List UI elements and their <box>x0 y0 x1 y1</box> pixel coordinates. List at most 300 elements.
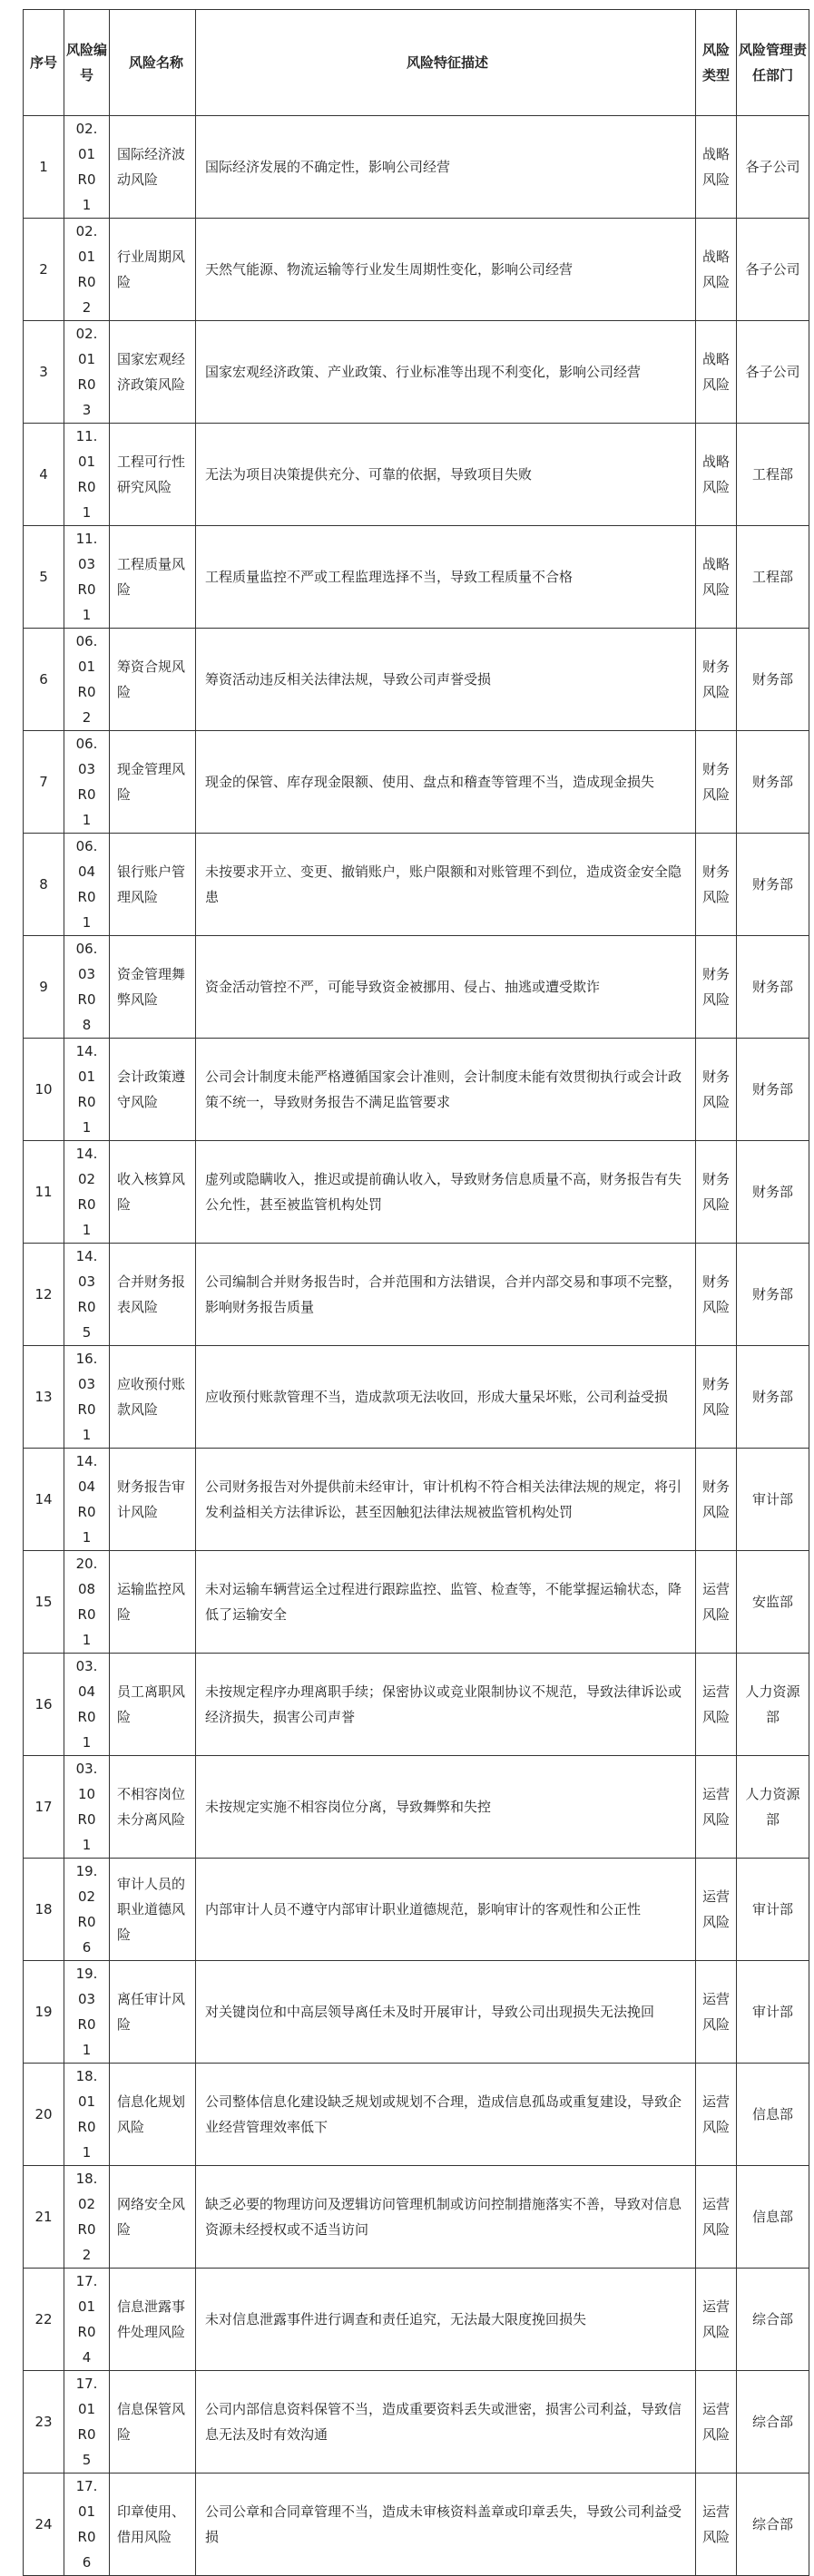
risk-desc-cell-text: 公司会计制度未能严格遵循国家会计准则，会计制度未能有效贯彻执行或会计政策不统一，导致财务报告不满足监管要求 <box>205 1068 682 1110</box>
risk-dept-cell <box>737 1141 809 1244</box>
risk-seq-cell-text: 7 <box>39 774 48 790</box>
risk-seq-cell <box>24 1244 64 1346</box>
risk-dept-cell <box>737 1961 809 2064</box>
risk-type-cell-text: 运营风险 <box>702 1991 731 2033</box>
risk-seq-cell <box>24 834 64 936</box>
risk-seq-cell-text: 22 <box>34 2311 53 2327</box>
risk-code-cell-text: 03.10R01 <box>75 1761 98 1853</box>
risk-type-cell-text: 运营风险 <box>702 2401 731 2443</box>
risk-name-cell <box>110 2371 196 2474</box>
risk-desc-cell-text: 现金的保管、库存现金限额、使用、盘点和稽查等管理不当，造成现金损失 <box>205 774 655 790</box>
risk-name-cell <box>110 834 196 936</box>
risk-name-cell <box>110 1039 196 1141</box>
risk-dept-cell <box>737 116 809 219</box>
risk-name-cell-text: 员工离职风险 <box>117 1683 186 1725</box>
risk-dept-cell-text: 财务部 <box>751 1286 793 1303</box>
table-row <box>24 1244 809 1346</box>
risk-code-cell <box>64 2269 110 2371</box>
risk-type-cell-text: 财务风险 <box>702 1273 731 1315</box>
risk-dept-cell-text: 综合部 <box>751 2516 793 2532</box>
risk-dept-cell-text: 人力资源部 <box>745 1786 800 1828</box>
table-row <box>24 1654 809 1756</box>
table-row <box>24 1141 809 1244</box>
risk-name-cell-text: 工程质量风险 <box>117 556 186 598</box>
risk-dept-cell-text: 信息部 <box>751 2209 793 2225</box>
risk-desc-cell <box>196 834 696 936</box>
risk-code-cell <box>64 321 110 424</box>
risk-desc-cell <box>196 2474 696 2576</box>
risk-type-cell-text: 运营风险 <box>702 2093 731 2135</box>
header-type: 风险类型 <box>696 10 737 116</box>
risk-type-cell-text: 运营风险 <box>702 2298 731 2340</box>
risk-name-cell <box>110 629 196 731</box>
risk-seq-cell <box>24 936 64 1039</box>
risk-seq-cell <box>24 526 64 629</box>
risk-type-cell <box>696 1141 737 1244</box>
risk-code-cell <box>64 424 110 526</box>
risk-name-cell <box>110 1346 196 1449</box>
risk-desc-cell-text: 工程质量监控不严或工程监理选择不当，导致工程质量不合格 <box>205 569 574 585</box>
risk-type-cell-text: 财务风险 <box>702 659 731 700</box>
risk-dept-cell-text: 各子公司 <box>745 261 800 278</box>
risk-code-cell <box>64 1654 110 1756</box>
table-row <box>24 424 809 526</box>
risk-desc-cell <box>196 2166 696 2269</box>
risk-code-cell-text: 14.02R01 <box>75 1146 98 1238</box>
table-row <box>24 321 809 424</box>
risk-seq-cell <box>24 1551 64 1654</box>
risk-code-cell-text: 03.04R01 <box>75 1658 98 1751</box>
risk-name-cell-text: 应收预付账款风险 <box>117 1376 186 1418</box>
risk-dept-cell-text: 各子公司 <box>745 364 800 380</box>
risk-dept-cell <box>737 1244 809 1346</box>
risk-code-cell-text: 02.01R03 <box>75 326 98 418</box>
risk-seq-cell-text: 9 <box>39 979 48 995</box>
risk-name-cell <box>110 2269 196 2371</box>
risk-code-cell <box>64 116 110 219</box>
table-row <box>24 526 809 629</box>
risk-seq-cell-text: 24 <box>34 2516 53 2532</box>
risk-desc-cell-text: 未按规定程序办理离职手续；保密协议或竞业限制协议不规范，导致法律诉讼或经济损失，损害公司声誉 <box>205 1683 682 1725</box>
risk-desc-cell <box>196 1961 696 2064</box>
risk-name-cell <box>110 936 196 1039</box>
risk-code-cell <box>64 2474 110 2576</box>
risk-dept-cell <box>737 936 809 1039</box>
risk-type-cell <box>696 1654 737 1756</box>
risk-seq-cell <box>24 1859 64 1961</box>
risk-type-cell-text: 财务风险 <box>702 966 731 1008</box>
risk-seq-cell-text: 10 <box>34 1081 53 1098</box>
risk-seq-cell-text: 6 <box>39 671 48 688</box>
header-dept: 风险管理责任部门 <box>737 10 809 116</box>
risk-name-cell-text: 印章使用、借用风险 <box>117 2503 186 2545</box>
risk-seq-cell <box>24 321 64 424</box>
risk-name-cell-text: 银行账户管理风险 <box>117 864 186 905</box>
risk-desc-cell-text: 公司编制合并财务报告时，合并范围和方法错误，合并内部交易和事项不完整，影响财务报告质量 <box>205 1273 682 1315</box>
risk-name-cell <box>110 1756 196 1859</box>
risk-name-cell <box>110 526 196 629</box>
risk-seq-cell-text: 23 <box>34 2414 53 2430</box>
risk-dept-cell <box>737 1346 809 1449</box>
risk-type-cell <box>696 1756 737 1859</box>
table-row <box>24 1756 809 1859</box>
risk-type-cell <box>696 424 737 526</box>
table-header-row <box>24 10 809 116</box>
risk-name-cell <box>110 1859 196 1961</box>
header-desc: 风险特征描述 <box>196 10 696 116</box>
risk-seq-cell-text: 16 <box>34 1696 53 1712</box>
risk-seq-cell-text: 4 <box>39 466 48 483</box>
risk-dept-cell-text: 审计部 <box>751 2004 793 2020</box>
risk-code-cell <box>64 2166 110 2269</box>
risk-desc-cell <box>196 1859 696 1961</box>
risk-dept-cell-text: 人力资源部 <box>745 1683 800 1725</box>
risk-dept-cell <box>737 834 809 936</box>
risk-code-cell <box>64 936 110 1039</box>
risk-name-cell <box>110 1551 196 1654</box>
risk-seq-cell <box>24 731 64 834</box>
risk-type-cell <box>696 219 737 321</box>
risk-dept-cell <box>737 2371 809 2474</box>
risk-desc-cell-text: 公司内部信息资料保管不当，造成重要资料丢失或泄密，损害公司利益，导致信息无法及时有效沟通 <box>205 2401 682 2443</box>
table-row <box>24 1551 809 1654</box>
risk-dept-cell-text: 工程部 <box>751 569 793 585</box>
risk-type-cell <box>696 2166 737 2269</box>
risk-type-cell <box>696 936 737 1039</box>
risk-name-cell <box>110 1244 196 1346</box>
risk-code-cell <box>64 731 110 834</box>
risk-code-cell-text: 19.03R01 <box>75 1966 98 2058</box>
risk-dept-cell <box>737 629 809 731</box>
risk-type-cell-text: 财务风险 <box>702 1171 731 1213</box>
risk-seq-cell-text: 21 <box>34 2209 53 2225</box>
risk-desc-cell <box>196 2064 696 2166</box>
risk-seq-cell <box>24 1961 64 2064</box>
risk-dept-cell <box>737 2166 809 2269</box>
table-row <box>24 1346 809 1449</box>
risk-dept-cell <box>737 1039 809 1141</box>
risk-desc-cell <box>196 321 696 424</box>
risk-seq-cell <box>24 2474 64 2576</box>
risk-code-cell-text: 06.01R02 <box>75 633 98 726</box>
risk-type-cell-text: 运营风险 <box>702 1581 731 1623</box>
table-row <box>24 2064 809 2166</box>
risk-name-cell <box>110 219 196 321</box>
risk-dept-cell-text: 财务部 <box>751 979 793 995</box>
risk-desc-cell <box>196 2371 696 2474</box>
risk-seq-cell-text: 19 <box>34 2004 53 2020</box>
risk-dept-cell-text: 审计部 <box>751 1491 793 1508</box>
risk-seq-cell <box>24 1449 64 1551</box>
risk-desc-cell <box>196 2269 696 2371</box>
risk-desc-cell <box>196 1244 696 1346</box>
risk-name-cell-text: 信息泄露事件处理风险 <box>117 2298 186 2340</box>
table-row <box>24 1859 809 1961</box>
risk-code-cell <box>64 1756 110 1859</box>
risk-name-cell-text: 网络安全风险 <box>117 2196 186 2238</box>
risk-type-cell <box>696 1039 737 1141</box>
risk-code-cell <box>64 2371 110 2474</box>
risk-code-cell <box>64 526 110 629</box>
risk-type-cell-text: 战略风险 <box>702 249 731 290</box>
risk-code-cell <box>64 1141 110 1244</box>
header-seq: 序号 <box>24 10 64 116</box>
risk-seq-cell <box>24 2166 64 2269</box>
risk-code-cell-text: 18.01R01 <box>75 2068 98 2161</box>
risk-seq-cell <box>24 2269 64 2371</box>
risk-type-cell-text: 运营风险 <box>702 1888 731 1930</box>
risk-name-cell <box>110 2474 196 2576</box>
risk-code-cell <box>64 2064 110 2166</box>
risk-name-cell-text: 筹资合规风险 <box>117 659 186 700</box>
risk-code-cell-text: 14.01R01 <box>75 1043 98 1136</box>
risk-seq-cell-text: 14 <box>34 1491 53 1508</box>
risk-seq-cell <box>24 424 64 526</box>
risk-dept-cell-text: 信息部 <box>751 2106 793 2122</box>
risk-seq-cell <box>24 2064 64 2166</box>
risk-dept-cell-text: 财务部 <box>751 671 793 688</box>
table-row <box>24 629 809 731</box>
risk-type-cell <box>696 1551 737 1654</box>
risk-desc-cell-text: 公司财务报告对外提供前未经审计，审计机构不符合相关法律法规的规定，将引发利益相关方法律诉讼，甚至因触犯法律法规被监管机构处罚 <box>205 1478 682 1520</box>
risk-type-cell <box>696 2474 737 2576</box>
risk-dept-cell-text: 财务部 <box>751 1389 793 1405</box>
risk-seq-cell <box>24 629 64 731</box>
risk-name-cell-text: 国家宏观经济政策风险 <box>117 351 186 393</box>
risk-name-cell-text: 现金管理风险 <box>117 761 186 803</box>
risk-dept-cell-text: 审计部 <box>751 1901 793 1917</box>
risk-desc-cell-text: 公司公章和合同章管理不当，造成未审核资料盖章或印章丢失，导致公司利益受损 <box>205 2503 682 2545</box>
table-row <box>24 834 809 936</box>
risk-code-cell-text: 14.04R01 <box>75 1453 98 1546</box>
risk-code-cell-text: 11.01R01 <box>75 428 98 521</box>
risk-desc-cell-text: 未对信息泄露事件进行调查和责任追究，无法最大限度挽回损失 <box>205 2311 587 2327</box>
risk-code-cell <box>64 1961 110 2064</box>
risk-seq-cell-text: 2 <box>39 261 48 278</box>
risk-seq-cell <box>24 2371 64 2474</box>
risk-code-cell <box>64 1039 110 1141</box>
risk-name-cell <box>110 1141 196 1244</box>
risk-type-cell <box>696 1346 737 1449</box>
risk-code-cell <box>64 1859 110 1961</box>
risk-name-cell-text: 不相容岗位未分离风险 <box>117 1786 186 1828</box>
risk-desc-cell <box>196 526 696 629</box>
risk-name-cell-text: 财务报告审计风险 <box>117 1478 186 1520</box>
table-row <box>24 1961 809 2064</box>
risk-desc-cell-text: 未按要求开立、变更、撤销账户，账户限额和对账管理不到位，造成资金安全隐患 <box>205 864 682 905</box>
risk-type-cell-text: 财务风险 <box>702 1376 731 1418</box>
risk-seq-cell-text: 3 <box>39 364 48 380</box>
risk-desc-cell <box>196 116 696 219</box>
risk-type-cell <box>696 2064 737 2166</box>
risk-seq-cell <box>24 1654 64 1756</box>
risk-code-cell-text: 17.01R06 <box>75 2478 98 2571</box>
risk-type-cell <box>696 1449 737 1551</box>
table-row <box>24 1039 809 1141</box>
risk-code-cell-text: 19.02R06 <box>75 1863 98 1956</box>
table-row <box>24 731 809 834</box>
risk-dept-cell <box>737 731 809 834</box>
risk-name-cell-text: 行业周期风险 <box>117 249 186 290</box>
risk-code-cell <box>64 1244 110 1346</box>
risk-dept-cell <box>737 1654 809 1756</box>
risk-desc-cell-text: 国际经济发展的不确定性，影响公司经营 <box>205 159 451 175</box>
risk-name-cell <box>110 2064 196 2166</box>
risk-type-cell-text: 财务风险 <box>702 1478 731 1520</box>
risk-desc-cell <box>196 219 696 321</box>
risk-name-cell <box>110 116 196 219</box>
risk-type-cell-text: 财务风险 <box>702 864 731 905</box>
risk-code-cell-text: 17.01R05 <box>75 2376 98 2468</box>
risk-name-cell <box>110 2166 196 2269</box>
risk-type-cell <box>696 2371 737 2474</box>
risk-type-cell <box>696 1961 737 2064</box>
risk-seq-cell <box>24 1039 64 1141</box>
risk-desc-cell <box>196 1551 696 1654</box>
risk-code-cell-text: 06.03R01 <box>75 736 98 828</box>
risk-name-cell-text: 会计政策遵守风险 <box>117 1068 186 1110</box>
risk-type-cell-text: 战略风险 <box>702 146 731 188</box>
header-name: 风险名称 <box>110 10 196 116</box>
risk-dept-cell <box>737 2064 809 2166</box>
risk-type-cell <box>696 321 737 424</box>
risk-seq-cell <box>24 1756 64 1859</box>
risk-type-cell <box>696 834 737 936</box>
risk-desc-cell <box>196 424 696 526</box>
risk-table <box>23 9 809 2576</box>
risk-desc-cell <box>196 1654 696 1756</box>
risk-dept-cell <box>737 526 809 629</box>
risk-desc-cell-text: 未按规定实施不相容岗位分离，导致舞弊和失控 <box>205 1799 492 1815</box>
risk-code-cell-text: 20.08R01 <box>75 1556 98 1648</box>
risk-seq-cell <box>24 1141 64 1244</box>
risk-desc-cell <box>196 731 696 834</box>
risk-name-cell <box>110 731 196 834</box>
risk-name-cell <box>110 321 196 424</box>
risk-name-cell-text: 信息保管风险 <box>117 2401 186 2443</box>
risk-desc-cell-text: 国家宏观经济政策、产业政策、行业标准等出现不利变化，影响公司经营 <box>205 364 642 380</box>
risk-desc-cell-text: 公司整体信息化建设缺乏规划或规划不合理，造成信息孤岛或重复建设，导致企业经营管理效率低下 <box>205 2093 682 2135</box>
risk-desc-cell-text: 无法为项目决策提供充分、可靠的依据，导致项目失败 <box>205 466 533 483</box>
risk-name-cell-text: 离任审计风险 <box>117 1991 186 2033</box>
risk-seq-cell-text: 15 <box>34 1594 53 1610</box>
risk-name-cell-text: 合并财务报表风险 <box>117 1273 186 1315</box>
risk-type-cell-text: 战略风险 <box>702 556 731 598</box>
risk-type-cell-text: 运营风险 <box>702 2503 731 2545</box>
risk-code-cell <box>64 834 110 936</box>
risk-dept-cell-text: 财务部 <box>751 774 793 790</box>
table-row <box>24 2166 809 2269</box>
risk-name-cell-text: 国际经济波动风险 <box>117 146 186 188</box>
risk-desc-cell <box>196 629 696 731</box>
risk-dept-cell <box>737 1756 809 1859</box>
risk-dept-cell-text: 安监部 <box>751 1594 793 1610</box>
risk-name-cell-text: 信息化规划风险 <box>117 2093 186 2135</box>
risk-desc-cell <box>196 1449 696 1551</box>
table-row <box>24 2474 809 2576</box>
risk-seq-cell-text: 11 <box>34 1184 53 1200</box>
risk-type-cell <box>696 116 737 219</box>
risk-desc-cell-text: 天然气能源、物流运输等行业发生周期性变化，影响公司经营 <box>205 261 574 278</box>
risk-dept-cell-text: 各子公司 <box>745 159 800 175</box>
risk-name-cell <box>110 1654 196 1756</box>
risk-code-cell <box>64 1346 110 1449</box>
risk-code-cell-text: 02.01R02 <box>75 223 98 316</box>
risk-desc-cell <box>196 1039 696 1141</box>
risk-seq-cell-text: 5 <box>39 569 48 585</box>
table-row <box>24 2269 809 2371</box>
risk-dept-cell <box>737 424 809 526</box>
risk-dept-cell <box>737 1449 809 1551</box>
risk-type-cell-text: 运营风险 <box>702 1683 731 1725</box>
risk-desc-cell-text: 未对运输车辆营运全过程进行跟踪监控、监管、检查等，不能掌握运输状态，降低了运输安全 <box>205 1581 682 1623</box>
risk-seq-cell <box>24 116 64 219</box>
risk-type-cell-text: 运营风险 <box>702 1786 731 1828</box>
risk-code-cell-text: 16.03R01 <box>75 1351 98 1443</box>
risk-code-cell <box>64 629 110 731</box>
risk-dept-cell-text: 综合部 <box>751 2311 793 2327</box>
risk-seq-cell-text: 12 <box>34 1286 53 1303</box>
risk-seq-cell <box>24 219 64 321</box>
risk-dept-cell-text: 财务部 <box>751 1184 793 1200</box>
risk-name-cell <box>110 424 196 526</box>
risk-type-cell <box>696 629 737 731</box>
risk-desc-cell <box>196 1141 696 1244</box>
risk-seq-cell <box>24 1346 64 1449</box>
table-row <box>24 936 809 1039</box>
risk-dept-cell <box>737 1551 809 1654</box>
risk-code-cell-text: 17.01R04 <box>75 2273 98 2366</box>
risk-code-cell-text: 06.03R08 <box>75 941 98 1033</box>
risk-dept-cell-text: 财务部 <box>751 1081 793 1098</box>
risk-type-cell-text: 财务风险 <box>702 761 731 803</box>
risk-desc-cell <box>196 1756 696 1859</box>
risk-dept-cell <box>737 1859 809 1961</box>
risk-dept-cell-text: 综合部 <box>751 2414 793 2430</box>
risk-seq-cell-text: 1 <box>39 159 48 175</box>
risk-seq-cell-text: 13 <box>34 1389 53 1405</box>
risk-dept-cell <box>737 219 809 321</box>
risk-type-cell <box>696 526 737 629</box>
risk-dept-cell-text: 工程部 <box>751 466 793 483</box>
risk-code-cell <box>64 219 110 321</box>
risk-code-cell <box>64 1551 110 1654</box>
risk-desc-cell-text: 虚列或隐瞒收入，推迟或提前确认收入，导致财务信息质量不高，财务报告有失公允性，甚至被监管机构处罚 <box>205 1171 682 1213</box>
risk-dept-cell-text: 财务部 <box>751 876 793 893</box>
header-code: 风险编号 <box>64 10 110 116</box>
risk-type-cell-text: 战略风险 <box>702 351 731 393</box>
risk-name-cell-text: 收入核算风险 <box>117 1171 186 1213</box>
risk-desc-cell-text: 缺乏必要的物理访问及逻辑访问管理机制或访问控制措施落实不善，导致对信息资源未经授权或不适当访问 <box>205 2196 682 2238</box>
table-row <box>24 219 809 321</box>
risk-name-cell-text: 工程可行性研究风险 <box>117 454 186 495</box>
risk-desc-cell <box>196 1346 696 1449</box>
risk-dept-cell <box>737 2474 809 2576</box>
risk-type-cell <box>696 1859 737 1961</box>
risk-type-cell-text: 财务风险 <box>702 1068 731 1110</box>
risk-name-cell-text: 资金管理舞弊风险 <box>117 966 186 1008</box>
risk-type-cell <box>696 1244 737 1346</box>
table-row <box>24 2371 809 2474</box>
risk-desc-cell-text: 应收预付账款管理不当，造成款项无法收回，形成大量呆坏账，公司利益受损 <box>205 1389 669 1405</box>
risk-name-cell <box>110 1961 196 2064</box>
risk-desc-cell <box>196 936 696 1039</box>
risk-seq-cell-text: 17 <box>34 1799 53 1815</box>
risk-type-cell-text: 战略风险 <box>702 454 731 495</box>
risk-type-cell <box>696 731 737 834</box>
risk-seq-cell-text: 18 <box>34 1901 53 1917</box>
risk-code-cell-text: 18.02R02 <box>75 2171 98 2263</box>
